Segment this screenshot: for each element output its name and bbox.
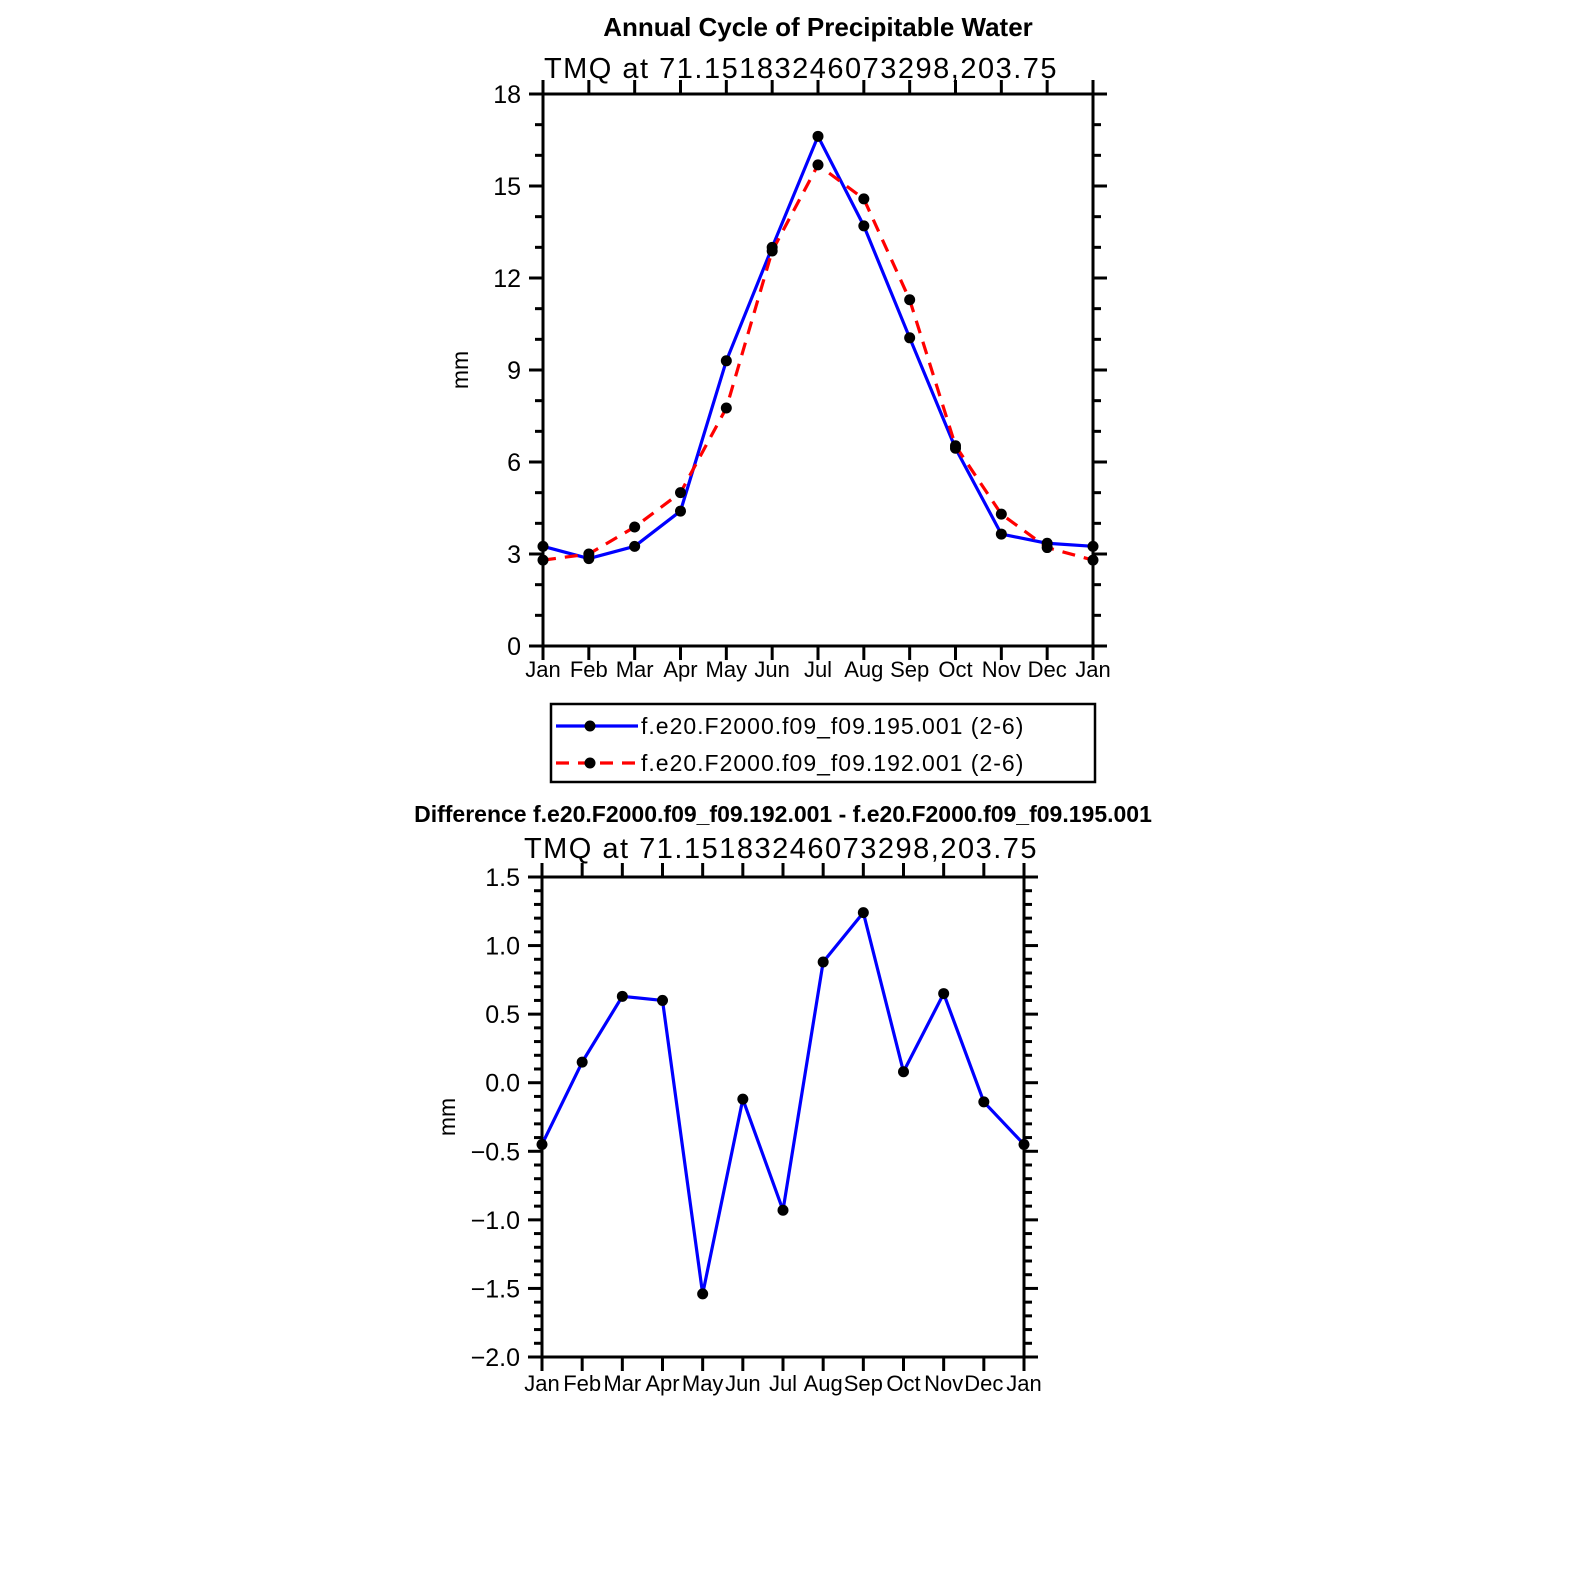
data-point-marker [996,509,1007,520]
x-tick-label: Oct [886,1371,921,1396]
y-tick-label: −1.5 [470,1275,520,1304]
plot-frame [542,877,1024,1357]
plot-frame [543,94,1093,646]
data-point-marker [737,1094,748,1105]
x-tick-label: Sep [843,1371,883,1396]
x-tick-label: Jul [768,1371,798,1396]
y-axis-label: mm [447,350,473,390]
x-tick-label: Jun [754,657,790,682]
y-tick-label: 0.0 [485,1069,520,1098]
x-tick-label: Nov [924,1371,964,1396]
data-point-marker [1019,1139,1030,1150]
data-point-marker [537,1139,548,1150]
x-tick-label: May [681,1371,724,1396]
data-point-marker [898,1066,909,1077]
data-point-marker [950,440,961,451]
difference-chart [434,863,1042,1396]
legend-marker-icon [585,721,596,732]
y-tick-label: −1.0 [470,1206,520,1235]
legend [551,704,1095,782]
data-point-marker [617,991,628,1002]
top-chart [447,80,1111,682]
y-tick-label: 1.0 [485,932,520,961]
data-point-marker [813,159,824,170]
data-point-marker [938,988,949,999]
y-axis-label: mm [434,1097,460,1137]
x-tick-label: Oct [938,657,973,682]
x-tick-label: Aug [844,657,884,682]
x-tick-label: Nov [981,657,1021,682]
x-tick-label: Apr [645,1371,680,1396]
y-tick-label: 6 [507,449,521,477]
x-tick-label: Jan [1006,1371,1042,1396]
bottom-chart-subtitle: TMQ at 71.15183246073298,203.75 [523,833,1039,865]
x-tick-label: Dec [964,1371,1004,1396]
data-point-marker [577,1057,588,1068]
data-point-marker [813,131,824,142]
y-tick-label: 9 [507,357,521,385]
x-tick-label: Jan [525,657,561,682]
series-line-0 [542,913,1024,1294]
x-tick-label: Jan [524,1371,560,1396]
main-chart-title: Annual Cycle of Precipitable Water [603,12,1033,42]
legend-marker-icon [585,758,596,769]
legend-label-series-195: f.e20.F2000.f09_f09.195.001 (2-6) [641,713,1025,739]
data-point-marker [629,541,640,552]
x-tick-label: Jan [1075,657,1111,682]
x-tick-label: May [705,657,748,682]
y-tick-label: 0 [507,633,521,661]
data-point-marker [675,487,686,498]
data-point-marker [1088,541,1099,552]
data-point-marker [721,403,732,414]
x-tick-label: Apr [663,657,698,682]
x-tick-label: Dec [1027,657,1067,682]
x-tick-label: Sep [890,657,930,682]
data-point-marker [904,332,915,343]
data-point-marker [675,506,686,517]
data-point-marker [583,549,594,560]
y-tick-label: −0.5 [470,1138,520,1167]
y-tick-label: −2.0 [470,1344,520,1372]
y-tick-label: 12 [493,265,521,293]
data-point-marker [697,1288,708,1299]
data-point-marker [858,220,869,231]
x-tick-label: Jul [803,657,833,682]
y-tick-label: 1.5 [485,864,520,892]
data-point-marker [858,193,869,204]
data-point-marker [629,522,640,533]
data-point-marker [778,1205,789,1216]
x-tick-label: Feb [563,1371,602,1396]
y-tick-label: 0.5 [485,1001,520,1030]
data-point-marker [538,555,549,566]
x-tick-label: Mar [603,1371,642,1396]
x-tick-label: Aug [803,1371,843,1396]
data-point-marker [721,355,732,366]
difference-chart-title: Difference f.e20.F2000.f09_f09.192.001 - f.e20.F2000.f09_f09.195.001 [414,801,1152,827]
data-point-marker [978,1096,989,1107]
data-point-marker [538,541,549,552]
data-point-marker [767,246,778,257]
y-tick-label: 3 [507,541,521,569]
series-line-1 [543,165,1093,560]
y-tick-label: 15 [493,173,521,201]
x-tick-label: Jun [725,1371,761,1396]
y-tick-label: 18 [493,81,521,109]
top-chart-subtitle: TMQ at 71.15183246073298,203.75 [543,53,1059,85]
x-tick-label: Feb [569,657,608,682]
data-point-marker [818,957,829,968]
data-point-marker [904,294,915,305]
legend-label-series-192: f.e20.F2000.f09_f09.192.001 (2-6) [641,750,1025,776]
data-point-marker [858,907,869,918]
data-point-marker [996,529,1007,540]
data-point-marker [657,995,668,1006]
data-point-marker [1042,542,1053,553]
x-tick-label: Mar [615,657,654,682]
data-point-marker [1088,555,1099,566]
series-line-0 [543,136,1093,558]
